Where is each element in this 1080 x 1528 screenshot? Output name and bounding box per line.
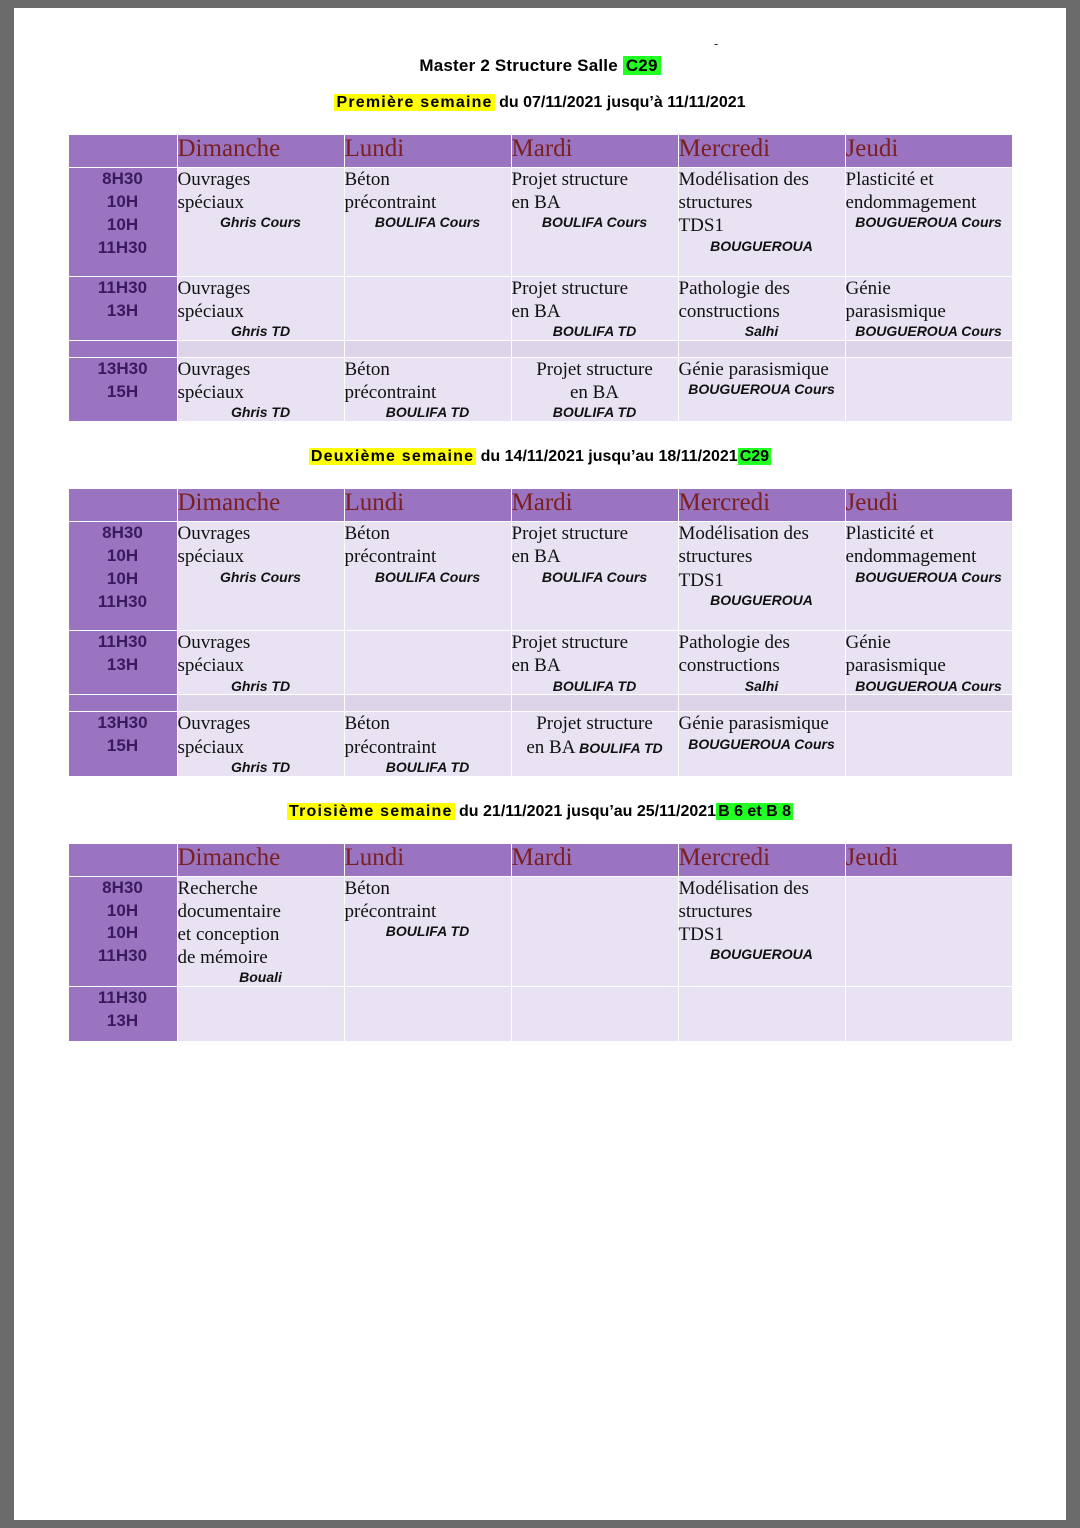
timetable (68, 488, 1013, 776)
class-cell (344, 522, 511, 631)
day-header-jeudi: Jeudi (845, 489, 1012, 522)
subject-text: Projet structure en BA BOULIFA TD (526, 713, 663, 758)
class-cell (344, 631, 511, 695)
header-corner (68, 135, 177, 168)
subject-text: Plasticité et endommagement (845, 523, 977, 568)
table-row (68, 631, 1012, 695)
week-label: Troisième semaine (288, 802, 453, 820)
break-cell (344, 695, 511, 712)
teacher-text: BOULIFA TD (385, 758, 470, 775)
teacher-text: BOUGUEROUA Cours (855, 214, 1002, 231)
teacher-text: BOULIFA TD (579, 739, 663, 756)
weeks-container (14, 94, 1066, 1042)
document-page (14, 8, 1066, 1520)
break-cell (678, 695, 845, 712)
teacher-text: BOUGUEROUA Cours (688, 735, 835, 752)
break-cell (845, 695, 1012, 712)
teacher-text: Salhi (744, 323, 779, 340)
subject-text: Recherche documentaire et conception de mémoire (177, 877, 281, 969)
class-cell (344, 168, 511, 277)
class-cell (177, 277, 344, 341)
day-header-mardi: Mardi (511, 135, 678, 168)
timetable (68, 134, 1013, 422)
class-cell (678, 168, 845, 277)
class-cell (678, 522, 845, 631)
day-header-dimanche: Dimanche (177, 843, 344, 876)
timetable-header-row (68, 489, 1012, 522)
class-cell (344, 277, 511, 341)
week-range: du 21/11/2021 jusqu’au 25/11/2021 (454, 802, 717, 820)
teacher-text: BOULIFA TD (385, 404, 470, 421)
break-cell (344, 341, 511, 358)
class-cell (511, 358, 678, 422)
teacher-text: BOULIFA TD (552, 404, 637, 421)
class-cell (177, 876, 344, 986)
time-slot-cell: 8H30 10H 10H 11H30 (68, 168, 177, 277)
time-slot-cell: 13H30 15H (68, 712, 177, 776)
subject-text: Projet structure en BA (536, 359, 653, 404)
table-row (68, 876, 1012, 986)
subject-text: Béton précontraint (344, 713, 437, 758)
time-slot-cell: 11H30 13H (68, 631, 177, 695)
day-header-jeudi: Jeudi (845, 843, 1012, 876)
timetable-wrapper (68, 134, 1013, 422)
teacher-text: BOUGUEROUA (710, 591, 813, 608)
class-cell (511, 987, 678, 1042)
day-header-mardi: Mardi (511, 843, 678, 876)
teacher-text: BOULIFA Cours (374, 214, 481, 231)
week-heading (14, 94, 1066, 112)
class-cell (511, 876, 678, 986)
class-cell (678, 631, 845, 695)
week-section (14, 448, 1066, 776)
table-row (68, 712, 1012, 776)
teacher-text: BOUGUEROUA (710, 237, 813, 254)
subject-text: Projet structure en BA (511, 632, 629, 677)
class-cell (177, 358, 344, 422)
class-cell (511, 522, 678, 631)
subject-text: Béton précontraint (344, 169, 437, 214)
class-cell (678, 712, 845, 776)
class-cell (678, 358, 845, 422)
class-cell (177, 522, 344, 631)
day-header-dimanche: Dimanche (177, 135, 344, 168)
teacher-text: Bouali (239, 969, 282, 986)
table-row (68, 358, 1012, 422)
teacher-text: BOUGUEROUA Cours (855, 568, 1002, 585)
teacher-text: BOUGUEROUA Cours (855, 677, 1002, 694)
day-header-jeudi: Jeudi (845, 135, 1012, 168)
subject-text: Ouvrages spéciaux (177, 169, 251, 214)
time-slot-cell: 11H30 13H (68, 987, 177, 1042)
day-header-mercredi: Mercredi (678, 135, 845, 168)
break-cell (177, 341, 344, 358)
subject-text: Projet structure en BA (511, 523, 629, 568)
class-cell (344, 712, 511, 776)
break-row (68, 341, 1012, 358)
week-heading (14, 803, 1066, 821)
break-cell (511, 695, 678, 712)
header-corner (68, 843, 177, 876)
day-header-mercredi: Mercredi (678, 843, 845, 876)
break-cell (678, 341, 845, 358)
subject-text: Ouvrages spéciaux (177, 523, 251, 568)
week-section (14, 94, 1066, 422)
teacher-text: BOULIFA TD (552, 323, 637, 340)
week-range: du 07/11/2021 jusqu’à 11/11/2021 (494, 94, 746, 111)
teacher-text: BOUGUEROUA Cours (688, 381, 835, 398)
subject-text: Projet structure en BA (511, 169, 629, 214)
subject-text: Modélisation des structures TDS1 (678, 877, 809, 945)
subject-text: Génie parasismique (678, 713, 829, 735)
subject-text: Ouvrages spéciaux (177, 713, 251, 758)
break-row (68, 695, 1012, 712)
teacher-text: Ghris TD (230, 758, 291, 775)
table-row (68, 522, 1012, 631)
timetable-header-row (68, 135, 1012, 168)
break-time-cell (68, 341, 177, 358)
page-title-text: Master 2 Structure Salle (419, 56, 623, 75)
subject-text: Projet structure en BA (511, 278, 629, 323)
teacher-text: BOUGUEROUA Cours (855, 323, 1002, 340)
week-label: Première semaine (336, 94, 493, 111)
class-cell (177, 712, 344, 776)
week-heading (14, 448, 1066, 466)
class-cell (177, 168, 344, 277)
class-cell (511, 277, 678, 341)
day-header-lundi: Lundi (344, 135, 511, 168)
class-cell (344, 987, 511, 1042)
class-cell (344, 358, 511, 422)
subject-text: Génie parasismique (845, 632, 946, 677)
subject-text: Plasticité et endommagement (845, 169, 977, 214)
week-room: C29 (739, 448, 770, 466)
day-header-dimanche: Dimanche (177, 489, 344, 522)
timetable (68, 843, 1013, 1042)
break-cell (177, 695, 344, 712)
class-cell (511, 712, 678, 776)
teacher-text: Ghris Cours (220, 214, 301, 231)
week-range: du 14/11/2021 jusqu’au 18/11/2021 (476, 448, 738, 466)
class-cell (678, 277, 845, 341)
subject-text: Ouvrages spéciaux (177, 359, 251, 404)
teacher-text: BOUGUEROUA (710, 946, 813, 963)
class-cell (678, 876, 845, 986)
teacher-text: Ghris Cours (220, 568, 301, 585)
day-header-lundi: Lundi (344, 843, 511, 876)
timetable-wrapper (68, 843, 1013, 1042)
class-cell (177, 631, 344, 695)
subject-text: Béton précontraint (344, 523, 437, 568)
subject-text: Béton précontraint (344, 359, 437, 404)
stray-dash-mark: - (714, 36, 719, 51)
break-cell (845, 341, 1012, 358)
subject-text: Modélisation des structures TDS1 (678, 169, 809, 237)
week-room: B 6 et B 8 (718, 802, 791, 820)
time-slot-cell: 13H30 15H (68, 358, 177, 422)
day-header-lundi: Lundi (344, 489, 511, 522)
subject-text: Béton précontraint (344, 877, 437, 922)
class-cell (845, 631, 1012, 695)
timetable-header-row (68, 843, 1012, 876)
class-cell (845, 522, 1012, 631)
class-cell (177, 987, 344, 1042)
time-slot-cell: 11H30 13H (68, 277, 177, 341)
table-row (68, 168, 1012, 277)
timetable-wrapper (68, 488, 1013, 776)
teacher-text: Salhi (744, 677, 779, 694)
class-cell (678, 987, 845, 1042)
teacher-text: BOULIFA TD (385, 922, 470, 939)
subject-text: Pathologie des constructions (678, 278, 790, 323)
subject-text: Ouvrages spéciaux (177, 632, 251, 677)
teacher-text: Ghris TD (230, 677, 291, 694)
teacher-text: Ghris TD (230, 323, 291, 340)
page-title-room: C29 (623, 56, 661, 75)
class-cell (845, 987, 1012, 1042)
teacher-text: BOULIFA Cours (541, 568, 648, 585)
table-row (68, 277, 1012, 341)
class-cell (845, 277, 1012, 341)
subject-text: Génie parasismique (678, 359, 829, 381)
week-label: Deuxième semaine (310, 448, 475, 466)
class-cell (511, 631, 678, 695)
class-cell (344, 876, 511, 986)
day-header-mercredi: Mercredi (678, 489, 845, 522)
teacher-text: BOULIFA TD (552, 677, 637, 694)
subject-text: Génie parasismique (845, 278, 946, 323)
subject-text: Pathologie des constructions (678, 632, 790, 677)
week-section (14, 803, 1066, 1042)
class-cell (511, 168, 678, 277)
teacher-text: BOULIFA Cours (374, 568, 481, 585)
class-cell (845, 168, 1012, 277)
day-header-mardi: Mardi (511, 489, 678, 522)
teacher-text: BOULIFA Cours (541, 214, 648, 231)
teacher-text: Ghris TD (230, 404, 291, 421)
break-cell (511, 341, 678, 358)
page-title (14, 56, 1066, 76)
time-slot-cell: 8H30 10H 10H 11H30 (68, 522, 177, 631)
subject-text: Modélisation des structures TDS1 (678, 523, 809, 591)
class-cell (845, 358, 1012, 422)
header-corner (68, 489, 177, 522)
time-slot-cell: 8H30 10H 10H 11H30 (68, 876, 177, 986)
break-time-cell (68, 695, 177, 712)
table-row (68, 987, 1012, 1042)
subject-text: Ouvrages spéciaux (177, 278, 251, 323)
class-cell (845, 876, 1012, 986)
class-cell (845, 712, 1012, 776)
